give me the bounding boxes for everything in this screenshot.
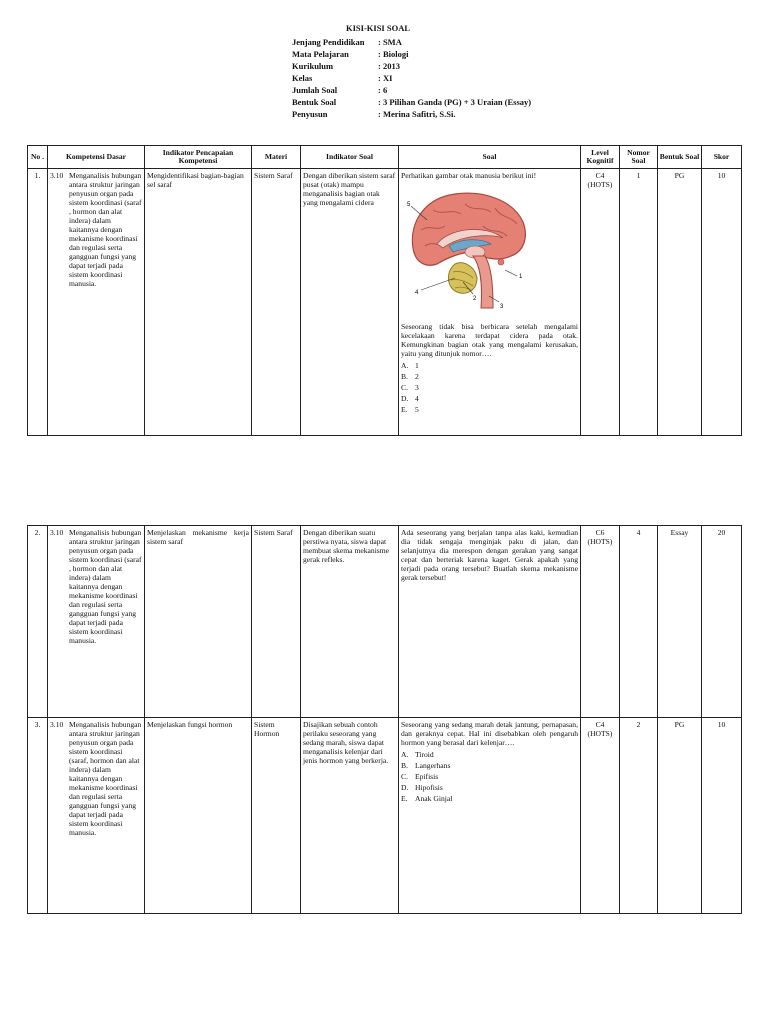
row-number: 1. [28, 169, 48, 436]
indikator-cell: Dengan diberikan sistem saraf pusat (otak) mampu menganalisis bagian otak yang mengalami cidera [301, 169, 399, 436]
option-item: C. 3 [401, 383, 419, 392]
ipk-cell: Menjelaskan fungsi hormon [145, 718, 252, 914]
materi-cell: Sistem Saraf [252, 526, 301, 718]
nomor-cell: 4 [620, 526, 658, 718]
skor-cell: 10 [702, 718, 742, 914]
header-value: : XI [378, 73, 393, 83]
header-row-mapel [292, 48, 408, 60]
brain-label-1: 1 [519, 274, 523, 280]
soal-cell [399, 718, 581, 914]
level-cell: C4 (HOTS) [581, 169, 620, 436]
kd-text: Menganalisis hubungan antara struktur jaringan penyusun organ pada sistem koordinasi (saraf, hormon dan alat indera) dalam kaitannya dengan mekanisme koordinasi dan regulasi serta gangguan fungsi yang dapat terjadi pada sistem koordinasi manusia. [69, 720, 142, 837]
soal-intro: Perhatikan gambar otak manusia berikut ini! [401, 171, 537, 180]
col-header-nomor: Nomor Soal [620, 146, 658, 169]
soal-cell [399, 169, 581, 436]
option-item: B. Langerhans [401, 761, 451, 770]
header-label: Bentuk Soal [292, 97, 337, 107]
header-label: Penyusun [292, 109, 328, 119]
header-row-jumlah-soal [292, 84, 387, 96]
header-row-kelas [292, 72, 392, 84]
col-header-soal: Soal [399, 146, 581, 169]
col-header-bentuk: Bentuk Soal [658, 146, 702, 169]
option-item: B. 2 [401, 372, 419, 381]
table-header-row [28, 146, 742, 169]
level-cell: C6 (HOTS) [581, 526, 620, 718]
header-label: Jumlah Soal [292, 85, 338, 95]
option-item: A. 1 [401, 361, 419, 370]
header-value: : 3 Pilihan Ganda (PG) + 3 Uraian (Essay) [378, 97, 532, 107]
option-item: E. 5 [401, 405, 419, 414]
table-row [28, 718, 742, 914]
kompetensi-dasar-cell [48, 526, 145, 718]
ipk-cell: Mengidentifikasi bagian-bagian sel saraf [145, 169, 252, 436]
indikator-cell: Dengan diberikan suatu perstiwa nyata, siswa dapat membuat skema mekanisme gerak refleks. [301, 526, 399, 718]
option-item: C. Epifisis [401, 772, 439, 781]
bentuk-cell: Essay [658, 526, 702, 718]
kd-text: Menganalisis hubungan antara struktur jaringan penyusun organ pada sistem koordinasi (saraf , hormon dan alat indera) dalam kaitannya dengan mekanisme koordinasi dan regulasi serta gangguan fungsi yang dapat terjadi pada sistem koordinasi manusia. [69, 528, 142, 645]
col-header-kd: Kompetensi Dasar [48, 146, 145, 169]
kisi-table-top [27, 145, 742, 436]
brain-label-5: 5 [407, 202, 411, 208]
materi-cell: Sistem Hormon [252, 718, 301, 914]
kd-text: Menganalisis hubungan antara struktur jaringan penyusun organ pada sistem koordinasi (saraf , hormon dan alat indera) dalam kaitannya dengan mekanisme koordinasi dan regulasi serta gangguan fungsi yang dapat terjadi pada sistem koordinasi manusia. [69, 171, 142, 288]
col-header-level: Level Kognitif [581, 146, 620, 169]
brain-diagram-image [403, 186, 533, 314]
level-cell: C4 (HOTS) [581, 718, 620, 914]
document-title: KISI-KISI SOAL [346, 23, 411, 33]
col-header-skor: Skor [702, 146, 742, 169]
option-item: D. 4 [401, 394, 419, 403]
skor-cell: 10 [702, 169, 742, 436]
indikator-cell: Disajikan sebuah contoh perilaku seseorang yang sedang marah, siswa dapat menganalisis kelenjar dari jenis hormon yang berkerja. [301, 718, 399, 914]
materi-cell: Sistem Saraf [252, 169, 301, 436]
table-row [28, 169, 742, 436]
option-item: D. Hipofisis [401, 783, 443, 792]
header-value: : 2013 [378, 61, 400, 71]
col-header-no: No . [28, 146, 48, 169]
soal-text: Seseorang tidak bisa berbicara setelah mengalami kecelakaan karena terdapat cidera pada otak. Kemungkinan bagian otak yang mengalami kerusakan, yaitu yang ditunjuk nomor…. [401, 322, 578, 358]
brain-label-3: 3 [500, 304, 504, 310]
brain-label-2: 2 [473, 296, 477, 302]
header-row-jenjang [292, 36, 402, 48]
header-value: : Biologi [378, 49, 409, 59]
header-value: : Merina Safitri, S.Si. [378, 109, 456, 119]
option-item: A. Tiroid [401, 750, 434, 759]
col-header-indikator: Indikator Soal [301, 146, 399, 169]
header-value: : 6 [378, 85, 388, 95]
brain-label-4: 4 [415, 290, 419, 296]
nomor-cell: 1 [620, 169, 658, 436]
header-label: Kelas [292, 73, 313, 83]
option-item: E. Anak Ginjal [401, 794, 453, 803]
answer-options [401, 749, 578, 804]
answer-options [401, 360, 578, 415]
header-label: Jenjang Pendidikan [292, 37, 365, 47]
header-label: Mata Pelajaran [292, 49, 349, 59]
ipk-cell: Menjelaskan mekanisme kerja sistem saraf [145, 526, 252, 718]
header-row-penyusun [292, 108, 455, 120]
row-number: 3. [28, 718, 48, 914]
soal-text: Seseorang yang sedang marah detak jantung, pernapasan, dan geraknya cepat. Hal ini disebabkan oleh pengaruh hormon yang berasal dari kelenjar…. [401, 720, 578, 747]
header-row-kurikulum [292, 60, 400, 72]
row-number: 2. [28, 526, 48, 718]
kd-code: 3.10 [50, 171, 64, 180]
table-row [28, 526, 742, 718]
header-row-bentuk-soal [292, 96, 531, 108]
kompetensi-dasar-cell [48, 169, 145, 436]
kd-code: 3.10 [50, 528, 64, 537]
header-value: : SMA [378, 37, 402, 47]
bentuk-cell: PG [658, 718, 702, 914]
nomor-cell: 2 [620, 718, 658, 914]
header-label: Kurikulum [292, 61, 334, 71]
skor-cell: 20 [702, 526, 742, 718]
soal-cell: Ada seseorang yang berjalan tanpa alas kaki, kemudian dia tidak sengaja menginjak paku di jalan, dan selanjutnya dia merespon dengan gerakan yang sangat cepat dan berteriak karena kaget. Gerak apakah yang terjadi pada orang tersebut? Buatlah skema mekanisme gerak tersebut! [399, 526, 581, 718]
kd-code: 3.10 [50, 720, 64, 729]
kisi-table-bottom [27, 525, 742, 914]
kompetensi-dasar-cell [48, 718, 145, 914]
col-header-ipk: Indikator Pencapaian Kompetensi [145, 146, 252, 169]
col-header-materi: Materi [252, 146, 301, 169]
bentuk-cell: PG [658, 169, 702, 436]
